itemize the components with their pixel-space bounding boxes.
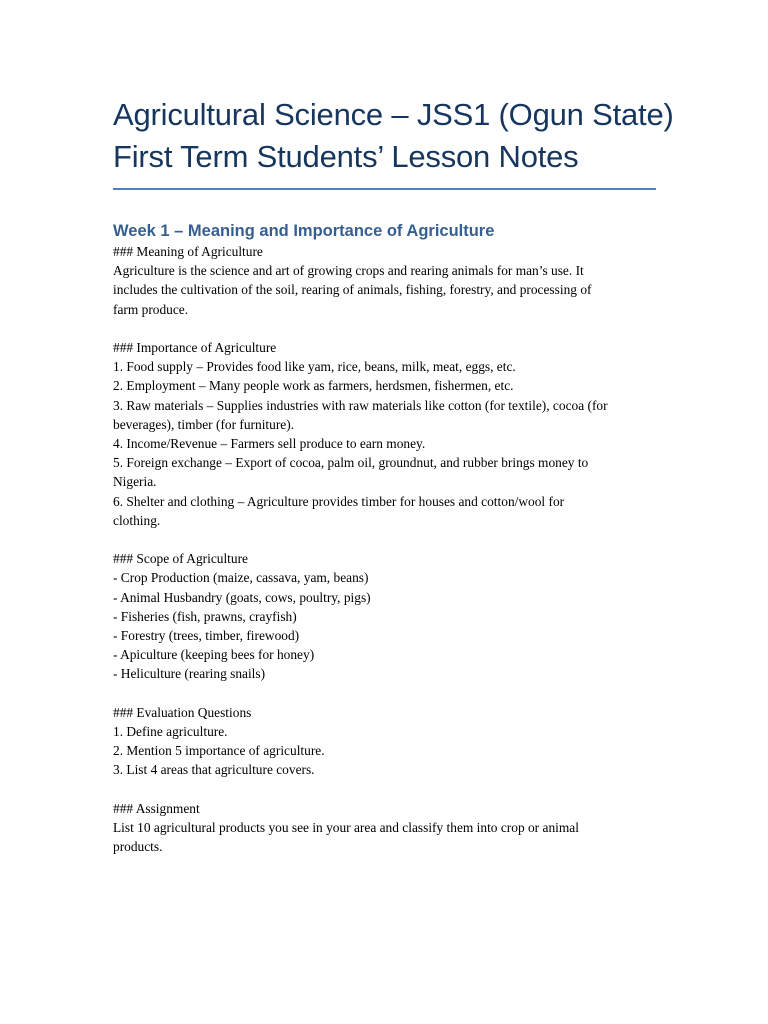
text-line: - Animal Husbandry (goats, cows, poultry, pigs) bbox=[113, 589, 371, 605]
section-heading-line: ### Evaluation Questions bbox=[113, 704, 252, 720]
text-line: clothing. bbox=[113, 512, 161, 528]
text-line: - Forestry (trees, timber, firewood) bbox=[113, 628, 300, 644]
title-line-2: First Term Students’ Lesson Notes bbox=[113, 139, 579, 174]
text-line: - Apiculture (keeping bees for honey) bbox=[113, 647, 315, 663]
document-title bbox=[113, 94, 674, 178]
blank-line bbox=[113, 319, 656, 338]
text-line: List 10 agricultural products you see in your area and classify them into crop or animal bbox=[113, 820, 579, 836]
lesson-body bbox=[113, 242, 656, 856]
text-line: products. bbox=[113, 839, 163, 855]
text-line: - Fisheries (fish, prawns, crayfish) bbox=[113, 608, 297, 624]
text-line: Nigeria. bbox=[113, 474, 157, 490]
text-line: farm produce. bbox=[113, 301, 189, 317]
text-line: 3. Raw materials – Supplies industries with raw materials like cotton (for textile), cocoa (for bbox=[113, 397, 608, 413]
text-line: includes the cultivation of the soil, rearing of animals, fishing, forestry, and processing of bbox=[113, 282, 592, 298]
title-line-1: Agricultural Science – JSS1 (Ogun State) bbox=[113, 97, 674, 132]
title-divider bbox=[113, 188, 656, 190]
blank-line bbox=[113, 684, 656, 703]
text-line: 2. Employment – Many people work as farmers, herdsmen, fishermen, etc. bbox=[113, 378, 514, 394]
section-heading-line: ### Assignment bbox=[113, 800, 200, 816]
week-heading: Week 1 – Meaning and Importance of Agriculture bbox=[113, 222, 495, 240]
text-line: 3. List 4 areas that agriculture covers. bbox=[113, 762, 315, 778]
section-heading-line: ### Importance of Agriculture bbox=[113, 340, 277, 355]
text-line: Agriculture is the science and art of growing crops and rearing animals for man’s use. It bbox=[113, 263, 584, 279]
section-heading-line: ### Scope of Agriculture bbox=[113, 551, 248, 567]
text-line: - Crop Production (maize, cassava, yam, beans) bbox=[113, 570, 369, 586]
text-line: beverages), timber (for furniture). bbox=[113, 416, 295, 432]
text-line: 5. Foreign exchange – Export of cocoa, palm oil, groundnut, and rubber brings money to bbox=[113, 455, 589, 471]
blank-line bbox=[113, 780, 656, 799]
text-line: - Heliculture (rearing snails) bbox=[113, 666, 266, 682]
blank-line bbox=[113, 530, 656, 549]
text-line: 1. Define agriculture. bbox=[113, 724, 228, 740]
section-heading-line: ### Meaning of Agriculture bbox=[113, 244, 263, 259]
text-line: 2. Mention 5 importance of agriculture. bbox=[113, 743, 325, 759]
text-line: 1. Food supply – Provides food like yam, rice, beans, milk, meat, eggs, etc. bbox=[113, 359, 516, 375]
text-line: 6. Shelter and clothing – Agriculture provides timber for houses and cotton/wool for bbox=[113, 493, 565, 509]
text-line: 4. Income/Revenue – Farmers sell produce to earn money. bbox=[113, 436, 426, 452]
